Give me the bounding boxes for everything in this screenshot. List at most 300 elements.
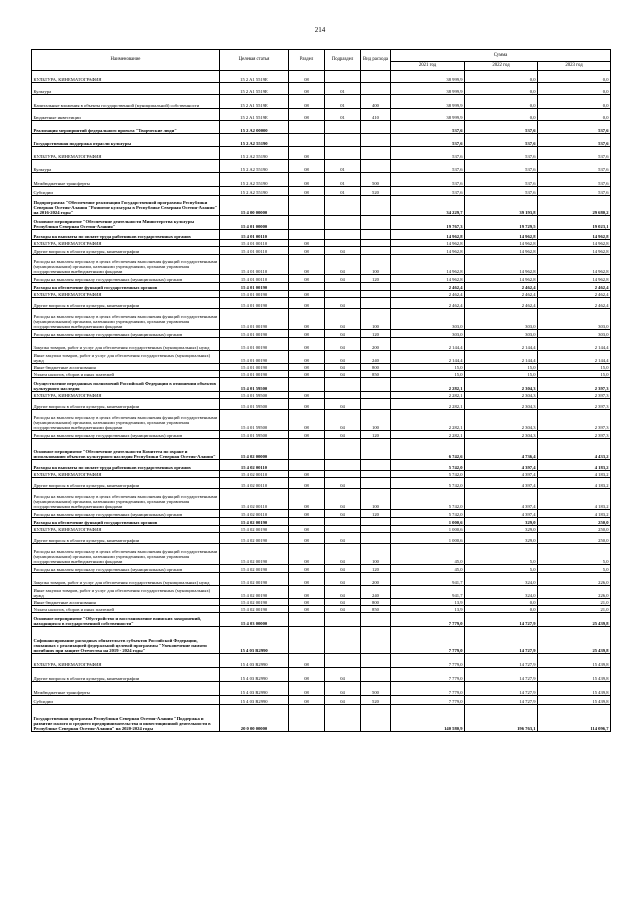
- row-sum-2023: 226,0: [538, 573, 611, 586]
- row-sum-2021: 537,6: [391, 134, 465, 147]
- row-sum-2022: 19 729,5: [465, 216, 538, 230]
- row-sum-2021: 2 282,1: [391, 392, 465, 399]
- row-name: Субсидии: [32, 696, 220, 705]
- row-name: КУЛЬТУРА, КИНЕМАТОГРАФИЯ: [32, 392, 220, 399]
- row-subsection: [325, 147, 361, 160]
- row-subsection: [325, 518, 361, 526]
- row-sum-2021: 13,9: [391, 599, 465, 606]
- row-sum-2021: 38 999,9: [391, 83, 465, 95]
- row-section: 08: [289, 160, 325, 173]
- row-section: 08: [289, 364, 325, 371]
- table-row: [32, 95, 611, 109]
- row-name: КУЛЬТУРА, КИНЕМАТОГРАФИЯ: [32, 147, 220, 160]
- row-target-article: 15 4 01 59500: [220, 410, 289, 431]
- table-row: [32, 309, 611, 330]
- row-sum-2021: 5 742,0: [391, 489, 465, 510]
- row-section: 08: [289, 392, 325, 399]
- row-sum-2023: 2 397,3: [538, 399, 611, 410]
- table-row: [32, 109, 611, 121]
- row-sum-2021: 7 779,0: [391, 627, 465, 654]
- row-subsection: 04: [325, 247, 361, 255]
- table-row: [32, 410, 611, 431]
- row-sum-2023: 537,6: [538, 187, 611, 196]
- row-section: 08: [289, 187, 325, 196]
- row-sum-2021: 45,0: [391, 544, 465, 565]
- row-section: 08: [289, 599, 325, 606]
- row-sum-2021: 6 742,6: [391, 439, 465, 460]
- row-sum-2022: 2 304,3: [465, 431, 538, 439]
- row-subsection: [325, 378, 361, 392]
- table-row: [32, 705, 611, 732]
- row-target-article: 15 4 01 00190: [220, 338, 289, 351]
- row-sum-2022: 329,0: [465, 533, 538, 544]
- row-sum-2023: 4 183,2: [538, 510, 611, 518]
- row-target-article: 15 2 A2 55190: [220, 147, 289, 160]
- row-name: Иные бюджетные ассигнования: [32, 364, 220, 371]
- row-target-article: 15 4 01 00190: [220, 364, 289, 371]
- row-sum-2022: 5,0: [465, 544, 538, 565]
- row-subsection: 04: [325, 410, 361, 431]
- page-number: 214: [314, 26, 326, 34]
- row-subsection: [325, 283, 361, 291]
- row-target-article: 15 4 02 00110: [220, 510, 289, 518]
- row-subsection: 01: [325, 160, 361, 173]
- row-subsection: 04: [325, 364, 361, 371]
- row-target-article: 15 4 02 00190: [220, 573, 289, 586]
- row-sum-2023: 14 962,8: [538, 247, 611, 255]
- row-name: Закупка товаров, работ и услуг для обеспечения государственных (муниципальных) нужд: [32, 573, 220, 586]
- row-name: Уплата налогов, сборов и иных платежей: [32, 606, 220, 613]
- table-row: [32, 489, 611, 510]
- row-sum-2021: 5 742,0: [391, 478, 465, 489]
- table-row: [32, 338, 611, 351]
- row-sum-2021: 45,0: [391, 565, 465, 573]
- table-row: [32, 371, 611, 378]
- row-section: 08: [289, 399, 325, 410]
- row-name: Культура: [32, 160, 220, 173]
- row-name: Расходы на выплаты персоналу в целях обеспечения выполнения функций государственными (муниципальными) органами, казенными учреждениями, органами управления государственными внебюджетными фондами: [32, 544, 220, 565]
- row-expense-type: 100: [361, 489, 391, 510]
- row-expense-type: [361, 216, 391, 230]
- row-sum-2022: 14 962,8: [465, 230, 538, 240]
- budget-table: [31, 49, 611, 732]
- row-name: Расходы на выплаты по оплате труда работников государственных органов: [32, 460, 220, 471]
- table-row: [32, 255, 611, 275]
- row-sum-2022: 14 727,9: [465, 654, 538, 668]
- row-expense-type: 410: [361, 109, 391, 121]
- row-target-article: 15 2 A2 55190: [220, 160, 289, 173]
- row-sum-2022: 14 727,9: [465, 613, 538, 627]
- row-name: Расходы на обеспечение функций государственных органов: [32, 283, 220, 291]
- table-row: [32, 291, 611, 298]
- row-name: Закупка товаров, работ и услуг для обеспечения государственных (муниципальных) нужд: [32, 338, 220, 351]
- row-name: Расходы на выплаты персоналу государственных (муниципальных) органов: [32, 565, 220, 573]
- row-name: Расходы на выплаты персоналу государственных (муниципальных) органов: [32, 330, 220, 338]
- row-sum-2022: 2 462,4: [465, 298, 538, 309]
- row-target-article: 15 2 A2 55190: [220, 134, 289, 147]
- row-target-article: 15 2 A2 00000: [220, 121, 289, 134]
- row-subsection: 01: [325, 173, 361, 187]
- table-row: [32, 431, 611, 439]
- table-row: [32, 613, 611, 627]
- row-target-article: 15 4 01 59500: [220, 378, 289, 392]
- row-sum-2021: 15,0: [391, 371, 465, 378]
- row-target-article: 15 4 02 00190: [220, 586, 289, 599]
- row-sum-2021: 14 962,8: [391, 240, 465, 247]
- row-section: [289, 196, 325, 216]
- row-section: [289, 134, 325, 147]
- row-expense-type: [361, 134, 391, 147]
- row-expense-type: [361, 613, 391, 627]
- row-sum-2021: 303,0: [391, 309, 465, 330]
- row-sum-2022: 0,0: [465, 109, 538, 121]
- row-sum-2023: 5,0: [538, 565, 611, 573]
- table-row: [32, 83, 611, 95]
- row-sum-2023: 14 962,8: [538, 275, 611, 283]
- row-sum-2023: 537,6: [538, 134, 611, 147]
- table-row: [32, 439, 611, 460]
- row-subsection: 04: [325, 696, 361, 705]
- row-subsection: [325, 291, 361, 298]
- row-target-article: 15 4 01 00110: [220, 255, 289, 275]
- row-name: КУЛЬТУРА, КИНЕМАТОГРАФИЯ: [32, 71, 220, 83]
- row-subsection: 01: [325, 95, 361, 109]
- table-row: [32, 330, 611, 338]
- table-row: [32, 544, 611, 565]
- row-expense-type: 800: [361, 599, 391, 606]
- row-target-article: 15 4 02 00110: [220, 460, 289, 471]
- row-name: Культура: [32, 83, 220, 95]
- row-sum-2021: 941,7: [391, 586, 465, 599]
- row-expense-type: 120: [361, 275, 391, 283]
- row-expense-type: 100: [361, 255, 391, 275]
- row-target-article: 15 2 A2 55190: [220, 173, 289, 187]
- header-year-2023: 2023 год: [538, 62, 611, 71]
- table-row: [32, 682, 611, 696]
- row-sum-2022: 14 727,9: [465, 627, 538, 654]
- row-sum-2022: 14 962,8: [465, 275, 538, 283]
- row-section: 08: [289, 510, 325, 518]
- row-expense-type: [361, 298, 391, 309]
- row-sum-2022: 5,0: [465, 565, 538, 573]
- row-sum-2022: 14 727,9: [465, 682, 538, 696]
- row-sum-2022: 303,0: [465, 330, 538, 338]
- row-subsection: 04: [325, 606, 361, 613]
- row-section: [289, 216, 325, 230]
- row-expense-type: [361, 518, 391, 526]
- row-sum-2021: 303,0: [391, 330, 465, 338]
- row-name: Другие вопросы в области культуры, кинематографии: [32, 399, 220, 410]
- row-target-article: 15 4 02 00190: [220, 599, 289, 606]
- row-sum-2021: 537,6: [391, 147, 465, 160]
- row-expense-type: 850: [361, 371, 391, 378]
- row-section: 08: [289, 309, 325, 330]
- row-target-article: 15 4 01 00190: [220, 309, 289, 330]
- row-subsection: [325, 471, 361, 478]
- row-sum-2023: 2 397,3: [538, 431, 611, 439]
- row-target-article: 15 4 01 00190: [220, 291, 289, 298]
- row-sum-2022: 329,0: [465, 526, 538, 533]
- row-sum-2022: 4 397,4: [465, 471, 538, 478]
- row-sum-2023: 303,0: [538, 330, 611, 338]
- row-subsection: 04: [325, 478, 361, 489]
- row-target-article: 15 4 01 00000: [220, 216, 289, 230]
- row-sum-2022: 537,6: [465, 173, 538, 187]
- row-subsection: 01: [325, 109, 361, 121]
- row-target-article: 15 2 A1 5519Е: [220, 95, 289, 109]
- row-sum-2022: 0,0: [465, 599, 538, 606]
- row-name: Другие вопросы в области культуры, кинематографии: [32, 247, 220, 255]
- row-section: 08: [289, 410, 325, 431]
- row-sum-2022: 537,6: [465, 187, 538, 196]
- row-subsection: 04: [325, 371, 361, 378]
- row-section: 08: [289, 291, 325, 298]
- row-subsection: [325, 196, 361, 216]
- row-expense-type: 850: [361, 606, 391, 613]
- row-subsection: 04: [325, 510, 361, 518]
- row-target-article: 15 4 01 00190: [220, 283, 289, 291]
- row-sum-2022: 0,0: [465, 71, 538, 83]
- row-sum-2023: 15,0: [538, 371, 611, 378]
- row-sum-2021: 38 999,9: [391, 71, 465, 83]
- row-expense-type: [361, 291, 391, 298]
- row-subsection: 04: [325, 565, 361, 573]
- row-subsection: [325, 121, 361, 134]
- row-expense-type: [361, 121, 391, 134]
- table-row: [32, 283, 611, 291]
- row-expense-type: 120: [361, 565, 391, 573]
- row-sum-2023: 303,0: [538, 309, 611, 330]
- row-sum-2021: 38 999,9: [391, 109, 465, 121]
- row-sum-2023: 14 962,8: [538, 230, 611, 240]
- row-section: 08: [289, 573, 325, 586]
- row-subsection: 01: [325, 83, 361, 95]
- row-target-article: 15 4 01 59500: [220, 392, 289, 399]
- row-sum-2022: 2 304,3: [465, 410, 538, 431]
- row-sum-2023: 2 397,3: [538, 392, 611, 399]
- row-sum-2021: 14 962,8: [391, 247, 465, 255]
- row-sum-2021: 941,7: [391, 573, 465, 586]
- row-name: КУЛЬТУРА, КИНЕМАТОГРАФИЯ: [32, 291, 220, 298]
- row-name: Капитальные вложения в объекты государственной (муниципальной) собственности: [32, 95, 220, 109]
- row-name: Расходы на выплаты персоналу в целях обеспечения выполнения функций государственными (муниципальными) органами, казенными учреждениями, органами управления государственными внебюджетными фондами: [32, 309, 220, 330]
- row-section: 08: [289, 478, 325, 489]
- row-subsection: [325, 439, 361, 460]
- row-target-article: 15 4 00 00000: [220, 196, 289, 216]
- row-section: [289, 121, 325, 134]
- table-row: [32, 160, 611, 173]
- row-sum-2022: 14 727,9: [465, 696, 538, 705]
- row-section: 08: [289, 682, 325, 696]
- row-sum-2023: 0,0: [538, 109, 611, 121]
- row-target-article: 15 4 02 00190: [220, 518, 289, 526]
- row-target-article: 15 4 03 R2990: [220, 654, 289, 668]
- row-subsection: 01: [325, 187, 361, 196]
- row-sum-2023: 29 680,2: [538, 196, 611, 216]
- row-section: 08: [289, 371, 325, 378]
- table-row: [32, 392, 611, 399]
- row-expense-type: [361, 533, 391, 544]
- row-expense-type: [361, 668, 391, 682]
- row-expense-type: [361, 83, 391, 95]
- table-row: [32, 187, 611, 196]
- row-target-article: 15 4 02 00110: [220, 471, 289, 478]
- header-section: Раздел: [289, 50, 325, 71]
- row-sum-2023: 250,0: [538, 533, 611, 544]
- row-subsection: [325, 392, 361, 399]
- row-section: 08: [289, 247, 325, 255]
- row-subsection: [325, 654, 361, 668]
- row-sum-2021: 537,6: [391, 173, 465, 187]
- row-section: 08: [289, 95, 325, 109]
- row-name: Иные закупки товаров, работ и услуг для обеспечения государственных (муниципальных) нужд: [32, 351, 220, 364]
- row-section: 08: [289, 109, 325, 121]
- table-row: [32, 518, 611, 526]
- row-subsection: [325, 526, 361, 533]
- row-target-article: 15 2 A1 5519Е: [220, 109, 289, 121]
- row-sum-2023: 21,0: [538, 606, 611, 613]
- row-target-article: 15 4 01 00110: [220, 247, 289, 255]
- row-section: 08: [289, 147, 325, 160]
- row-section: 08: [289, 71, 325, 83]
- table-row: [32, 121, 611, 134]
- row-sum-2021: 7 779,0: [391, 696, 465, 705]
- row-sum-2023: 0,0: [538, 95, 611, 109]
- row-target-article: 15 4 02 00110: [220, 478, 289, 489]
- row-subsection: 04: [325, 586, 361, 599]
- row-target-article: 20 0 00 00000: [220, 705, 289, 732]
- row-name: Расходы на выплаты по оплате труда работников государственных органов: [32, 230, 220, 240]
- row-sum-2022: 329,0: [465, 518, 538, 526]
- row-sum-2022: 2 144,4: [465, 338, 538, 351]
- row-sum-2021: 38 999,9: [391, 95, 465, 109]
- row-sum-2021: 2 144,4: [391, 351, 465, 364]
- row-target-article: 15 2 A1 5519Е: [220, 83, 289, 95]
- row-expense-type: [361, 471, 391, 478]
- table-row: [32, 134, 611, 147]
- row-subsection: 04: [325, 573, 361, 586]
- row-expense-type: [361, 654, 391, 668]
- table-row: [32, 654, 611, 668]
- row-subsection: 04: [325, 275, 361, 283]
- row-expense-type: [361, 705, 391, 732]
- row-subsection: [325, 460, 361, 471]
- table-row: [32, 565, 611, 573]
- row-subsection: 04: [325, 351, 361, 364]
- row-section: 08: [289, 338, 325, 351]
- row-subsection: 04: [325, 599, 361, 606]
- row-name: Расходы на выплаты персоналу государственных (муниципальных) органов: [32, 510, 220, 518]
- row-expense-type: 500: [361, 173, 391, 187]
- table-row: [32, 196, 611, 216]
- row-expense-type: [361, 240, 391, 247]
- row-expense-type: [361, 283, 391, 291]
- row-section: 08: [289, 431, 325, 439]
- row-target-article: 15 4 02 00190: [220, 565, 289, 573]
- row-sum-2023: 19 023,1: [538, 216, 611, 230]
- row-section: 08: [289, 668, 325, 682]
- row-name: Межбюджетные трансферты: [32, 682, 220, 696]
- row-sum-2022: 15,0: [465, 364, 538, 371]
- table-row: [32, 478, 611, 489]
- row-target-article: 15 4 01 00110: [220, 240, 289, 247]
- row-target-article: 15 4 01 59500: [220, 399, 289, 410]
- row-target-article: 15 4 03 00000: [220, 613, 289, 627]
- row-target-article: 15 4 02 00190: [220, 544, 289, 565]
- row-name: Иные закупки товаров, работ и услуг для обеспечения государственных (муниципальных) нужд: [32, 586, 220, 599]
- table-row: [32, 460, 611, 471]
- row-target-article: 15 4 03 R2990: [220, 627, 289, 654]
- row-expense-type: [361, 247, 391, 255]
- row-sum-2022: 537,6: [465, 160, 538, 173]
- row-sum-2023: 15 439,8: [538, 654, 611, 668]
- row-sum-2021: 14 962,8: [391, 275, 465, 283]
- row-name: Расходы на выплаты персоналу государственных (муниципальных) органов: [32, 275, 220, 283]
- row-sum-2023: 5,0: [538, 544, 611, 565]
- row-target-article: 15 4 01 00190: [220, 330, 289, 338]
- row-name: КУЛЬТУРА, КИНЕМАТОГРАФИЯ: [32, 526, 220, 533]
- row-section: 08: [289, 606, 325, 613]
- row-section: [289, 283, 325, 291]
- row-section: 08: [289, 351, 325, 364]
- table-row: [32, 696, 611, 705]
- row-expense-type: [361, 526, 391, 533]
- row-sum-2021: 5 742,0: [391, 510, 465, 518]
- row-target-article: 15 4 03 R2990: [220, 682, 289, 696]
- row-section: 08: [289, 255, 325, 275]
- row-subsection: 04: [325, 298, 361, 309]
- row-sum-2021: 2 144,4: [391, 338, 465, 351]
- row-sum-2023: 2 462,4: [538, 291, 611, 298]
- row-sum-2023: 2 397,3: [538, 378, 611, 392]
- row-sum-2021: 2 282,1: [391, 399, 465, 410]
- row-section: 08: [289, 83, 325, 95]
- row-target-article: 15 4 01 00190: [220, 351, 289, 364]
- row-sum-2022: 303,0: [465, 309, 538, 330]
- row-sum-2022: 14 962,8: [465, 240, 538, 247]
- row-sum-2021: 19 767,3: [391, 216, 465, 230]
- header-expense-type: Вид расхода: [361, 50, 391, 71]
- row-subsection: [325, 134, 361, 147]
- row-expense-type: [361, 399, 391, 410]
- row-name: Основное мероприятие "Обустройство и восстановление воинских захоронений, находящихся в государственной собственности": [32, 613, 220, 627]
- row-sum-2023: 4 183,2: [538, 489, 611, 510]
- row-target-article: 15 4 02 00190: [220, 606, 289, 613]
- row-name: Уплата налогов, сборов и иных платежей: [32, 371, 220, 378]
- row-expense-type: [361, 392, 391, 399]
- row-sum-2022: 14 962,8: [465, 247, 538, 255]
- row-expense-type: [361, 439, 391, 460]
- row-expense-type: [361, 378, 391, 392]
- row-sum-2022: 537,6: [465, 147, 538, 160]
- row-expense-type: [361, 196, 391, 216]
- row-target-article: 15 4 01 59500: [220, 431, 289, 439]
- row-sum-2023: 4 183,2: [538, 460, 611, 471]
- row-sum-2023: 537,6: [538, 121, 611, 134]
- row-name: Расходы на выплаты персоналу в целях обеспечения выполнения функций государственными (муниципальными) органами, казенными учреждениями, органами управления государственными внебюджетными фондами: [32, 489, 220, 510]
- row-name: Основное мероприятие "Обеспечение деятельности Министерства культуры Республики Северная Осетия-Алания": [32, 216, 220, 230]
- row-sum-2023: 4 433,2: [538, 439, 611, 460]
- row-sum-2021: 2 282,1: [391, 431, 465, 439]
- row-name: Государственная поддержка отрасли культуры: [32, 134, 220, 147]
- row-expense-type: 400: [361, 95, 391, 109]
- row-sum-2023: 15,0: [538, 364, 611, 371]
- row-sum-2021: 15,0: [391, 364, 465, 371]
- row-sum-2021: 7 779,0: [391, 682, 465, 696]
- row-sum-2021: 14 962,8: [391, 255, 465, 275]
- row-name: Межбюджетные трансферты: [32, 173, 220, 187]
- row-expense-type: 240: [361, 586, 391, 599]
